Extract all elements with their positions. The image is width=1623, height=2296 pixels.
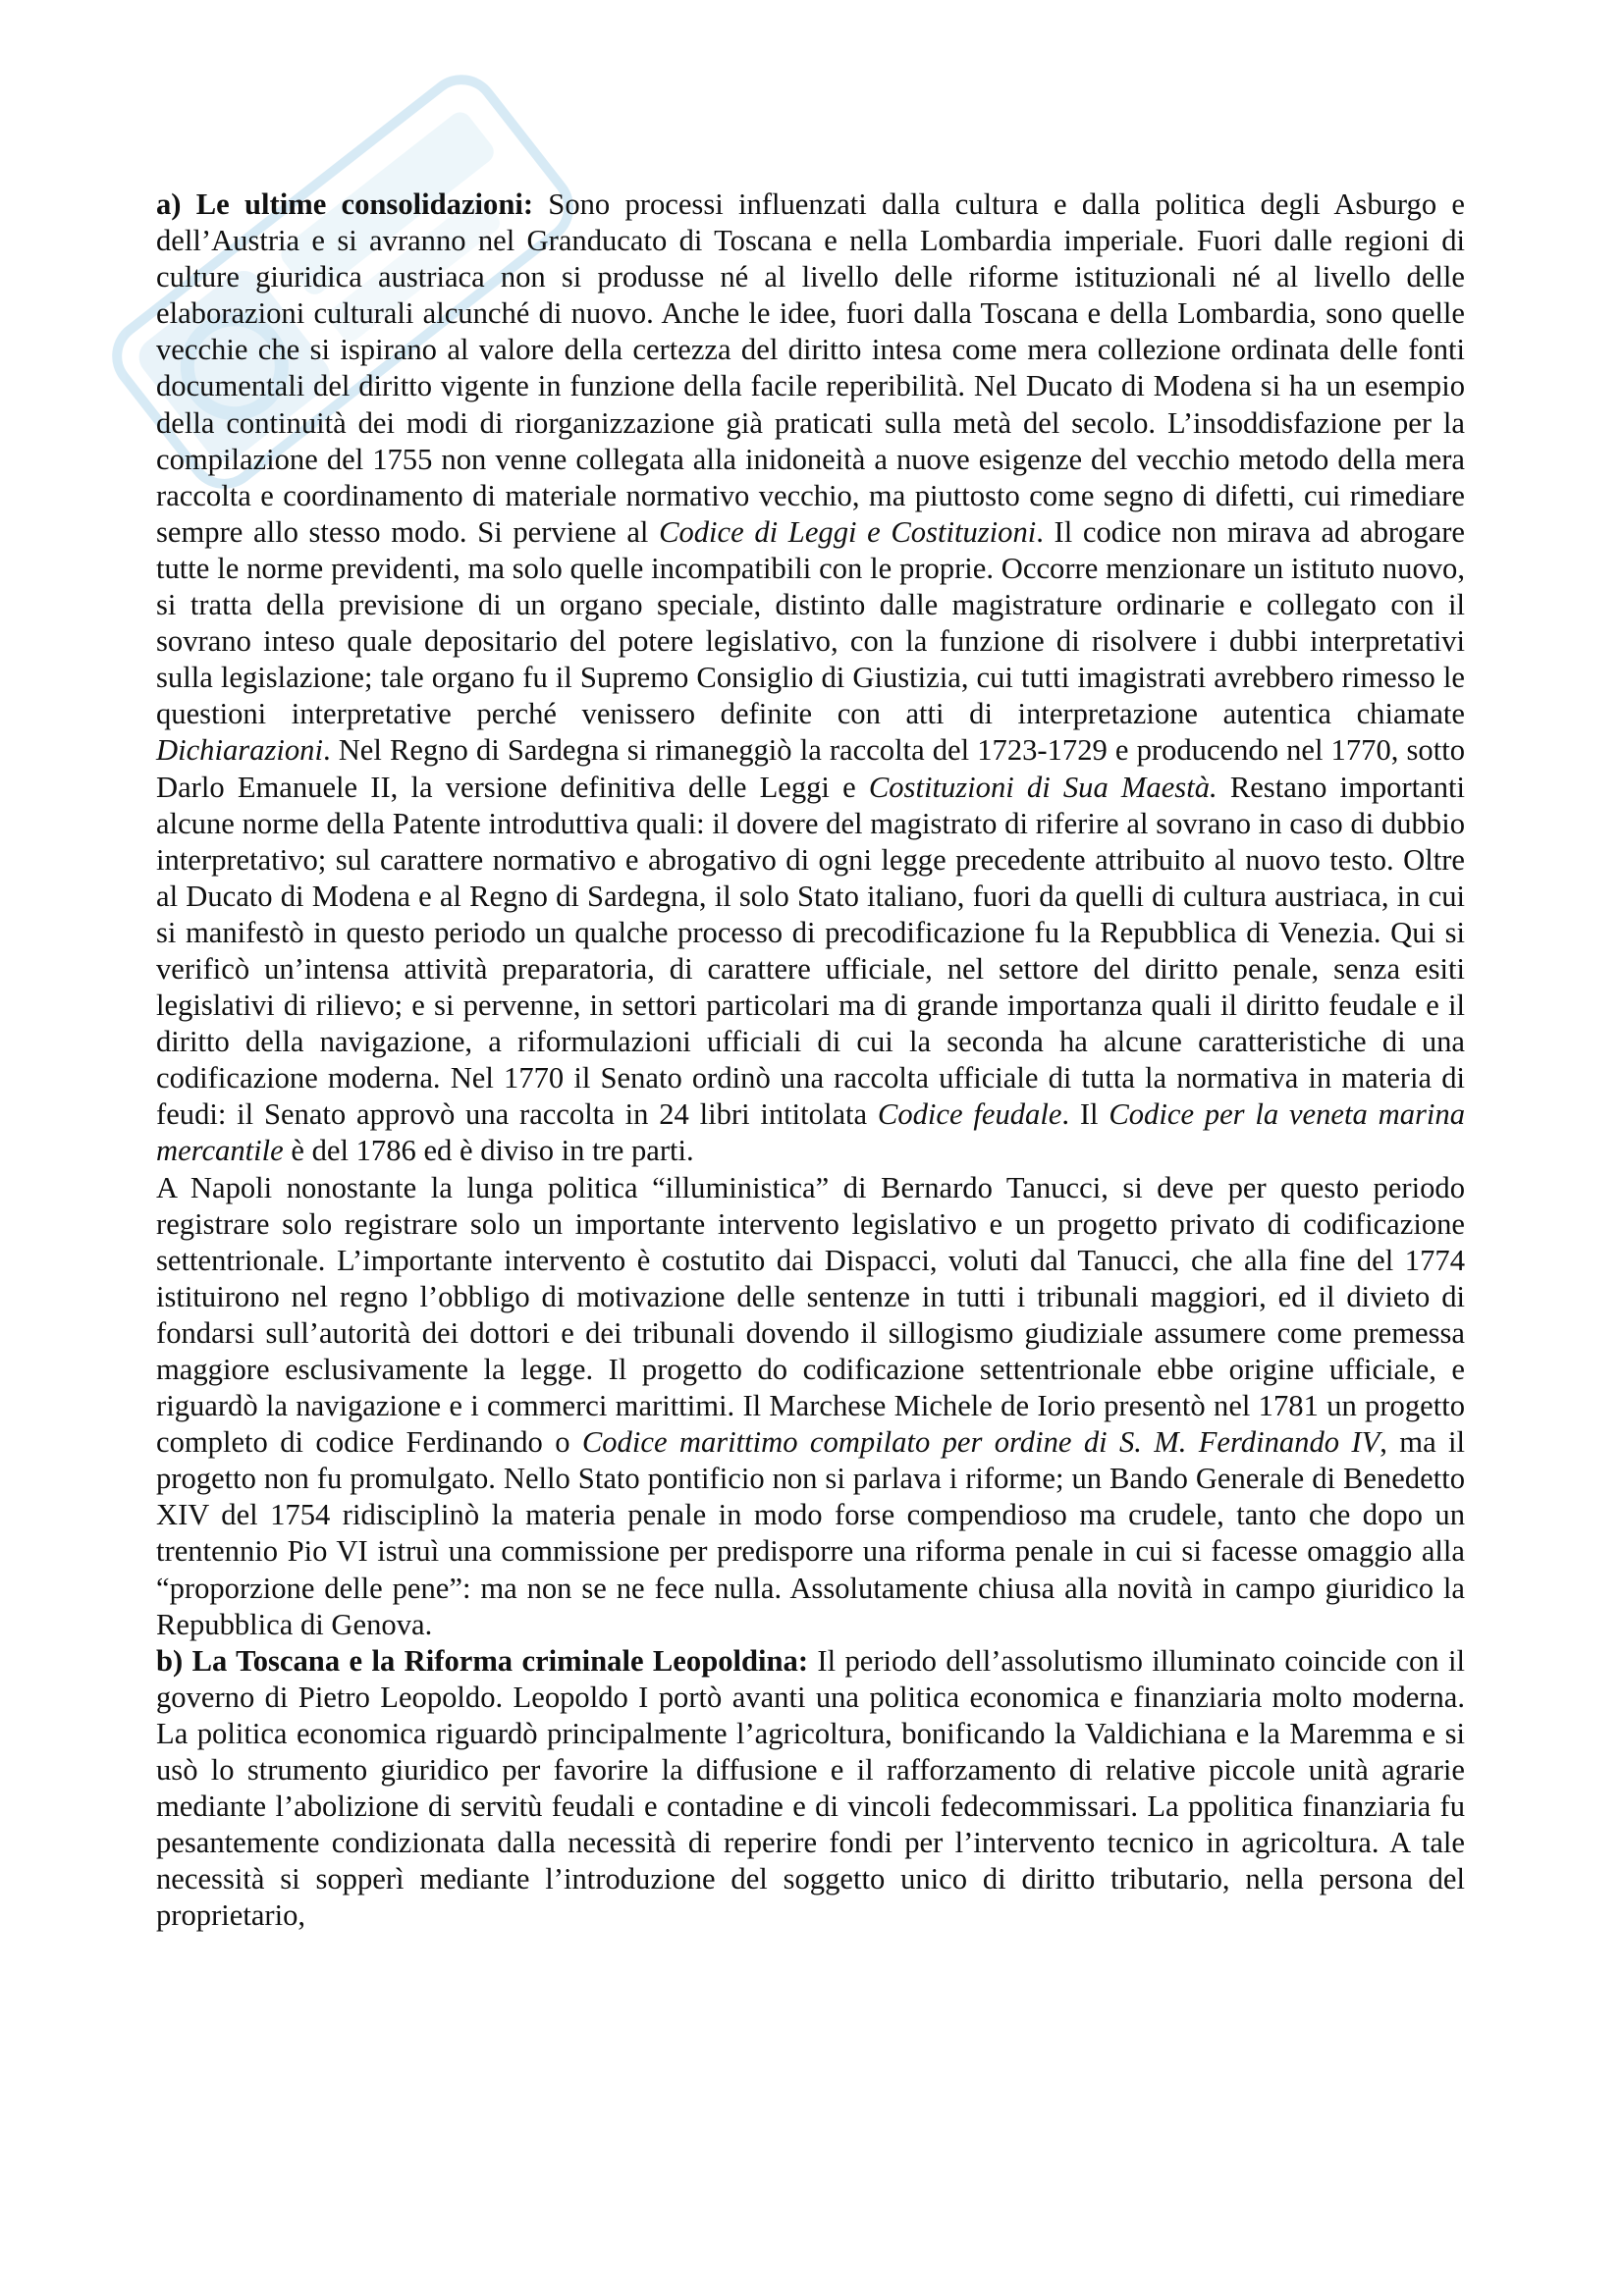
- italic-title: Costituzioni di Sua Maestà.: [868, 770, 1217, 804]
- italic-title: Codice di Leggi e Costituzioni: [659, 514, 1037, 549]
- text-segment: è del 1786 ed è diviso in tre parti.: [283, 1134, 694, 1168]
- section-a-paragraph: [156, 187, 1465, 1170]
- section-a-heading: a) Le ultime consolidazioni:: [156, 187, 534, 221]
- document-page: [156, 187, 1465, 1935]
- italic-title: Dichiarazioni: [156, 733, 323, 768]
- text-segment: A Napoli nonostante la lunga politica “illuministica” di Bernardo Tanucci, si deve per questo periodo registrare solo registrare solo un importante intervento legislativo e un progetto privato di codificazione settentrionale. L’importante intervento è costutito dai Dispacci, voluti dal Tanucci, che alla fine del 1774 istituirono nel regno l’obbligo di motivazione delle sentenze in tutti i tribunali maggiori, ed il divieto di fondarsi sull’autorità dei dottori e dei tribunali dovendo il sillogismo giudiziale assumere come premessa maggiore esclusivamente la legge. Il progetto do codificazione settentrionale ebbe origine ufficiale, e riguardò la navigazione e i commerci marittimi. Il Marchese Michele de Iorio presentò nel 1781 un progetto completo di codice Ferdinando o: [156, 1170, 1465, 1460]
- text-segment: Sono processi influenzati dalla cultura e dalla politica degli Asburgo e dell’Austria e si avranno nel Granducato di Toscana e nella Lombardia imperiale. Fuori dalle regioni di culture giuridica austriaca non si produsse né al livello delle riforme istituzionali né al livello delle elaborazioni culturali alcunché di nuovo. Anche le idee, fuori dalla Toscana e della Lombardia, sono quelle vecchie che si ispirano al valore della certezza del diritto intesa come mera collezione ordinata delle fonti documentali del diritto vigente in funzione della facile reperibilità. Nel Ducato di Modena si ha un esempio della continuità dei modi di riorganizzazione già praticati sulla metà del secolo. L’insoddisfazione per la compilazione del 1755 non venne collegata alla inidoneità a nuove esigenze del vecchio metodo della mera raccolta e coordinamento di materiale normativo vecchio, ma piuttosto come segno di difetti, cui rimediare sempre allo stesso modo. Si perviene al: [156, 187, 1466, 549]
- text-segment: . Il codice non mirava ad abrogare tutte le norme previdenti, ma solo quelle incompatibili con le proprie. Occorre menzionare un istituto nuovo, si tratta della previsione di un organo speciale, distinto dalle magistrature ordinarie e collegato con il sovrano inteso quale depositario del potere legislativo, con la funzione di risolvere i dubbi interpretativi sulla legislazione; tale organo fu il Supremo Consiglio di Giustizia, cui tutti imagistrati avrebbero rimesso le questioni interpretative perché venissero definite con atti di interpretazione autentica chiamate: [156, 514, 1465, 731]
- italic-title: Codice per la veneta marina mercantile: [156, 1097, 1465, 1168]
- text-segment: Restano importanti alcune norme della Patente introduttiva quali: il dovere del magistrato di riferire al sovrano in caso di dubbio interpretativo; sul carattere normativo e abrogativo di ogni legge precedente attribuito al nuovo testo. Oltre al Ducato di Modena e al Regno di Sardegna, il solo Stato italiano, fuori da quelli di cultura austriaca, in cui si manifestò in questo periodo un qualche processo di precodificazione fu la Repubblica di Venezia. Qui si verificò un’intensa attività preparatoria, di carattere ufficiale, nel settore del diritto penale, senza esiti legislativi di rilievo; e si pervenne, in settori particolari ma di grande importanza quali il diritto feudale e il diritto della navigazione, a riformulazioni ufficiali di cui la seconda ha alcune caratteristiche di una codificazione moderna. Nel 1770 il Senato ordinò una raccolta ufficiale di tutta la normativa in materia di feudi: il Senato approvò una raccolta in 24 libri intitolata: [156, 770, 1466, 1132]
- text-segment: . Il: [1061, 1097, 1109, 1132]
- text-segment: . Nel Regno di Sardegna si rimaneggiò la raccolta del 1723-1729 e producendo nel 1770, sotto Darlo Emanuele II, la versione definitiva delle Leggi e: [156, 733, 1465, 804]
- section-b-paragraph: [156, 1643, 1465, 1935]
- italic-title: Codice feudale: [877, 1097, 1062, 1132]
- section-b-heading: b) La Toscana e la Riforma criminale Leopoldina:: [156, 1643, 809, 1678]
- text-segment: , ma il progetto non fu promulgato. Nello Stato pontificio non si parlava i riforme; un Bando Generale di Benedetto XIV del 1754 ridisciplinò la materia penale in modo forse compendioso ma crudele, tanto che dopo un trentennio Pio VI istruì una commissione per predisporre una riforma penale in cui si facesse omaggio alla “proporzione delle pene”: ma non se ne fece nulla. Assolutamente chiusa alla novità in campo giuridico la Repubblica di Genova.: [156, 1425, 1465, 1641]
- text-segment: Il periodo dell’assolutismo illuminato coincide con il governo di Pietro Leopoldo. Leopoldo I portò avanti una politica economica e finanziaria molto moderna. La politica economica riguardò principalmente l’agricoltura, bonificando la Valdichiana e la Maremma e si usò lo strumento giuridico per favorire la diffusione e il rafforzamento di relative piccole unità agrarie mediante l’abolizione di servitù feudali e contadine e di vincoli fedecommissari. La ppolitica finanziaria fu pesantemente condizionata dalla necessità di reperire fondi per l’intervento tecnico in agricoltura. A tale necessità si sopperì mediante l’introduzione del soggetto unico di diritto tributario, nella persona del proprietario,: [156, 1643, 1465, 1933]
- section-napoli-paragraph: [156, 1170, 1465, 1643]
- italic-title: Codice marittimo compilato per ordine di S. M. Ferdinando IV: [581, 1425, 1380, 1460]
